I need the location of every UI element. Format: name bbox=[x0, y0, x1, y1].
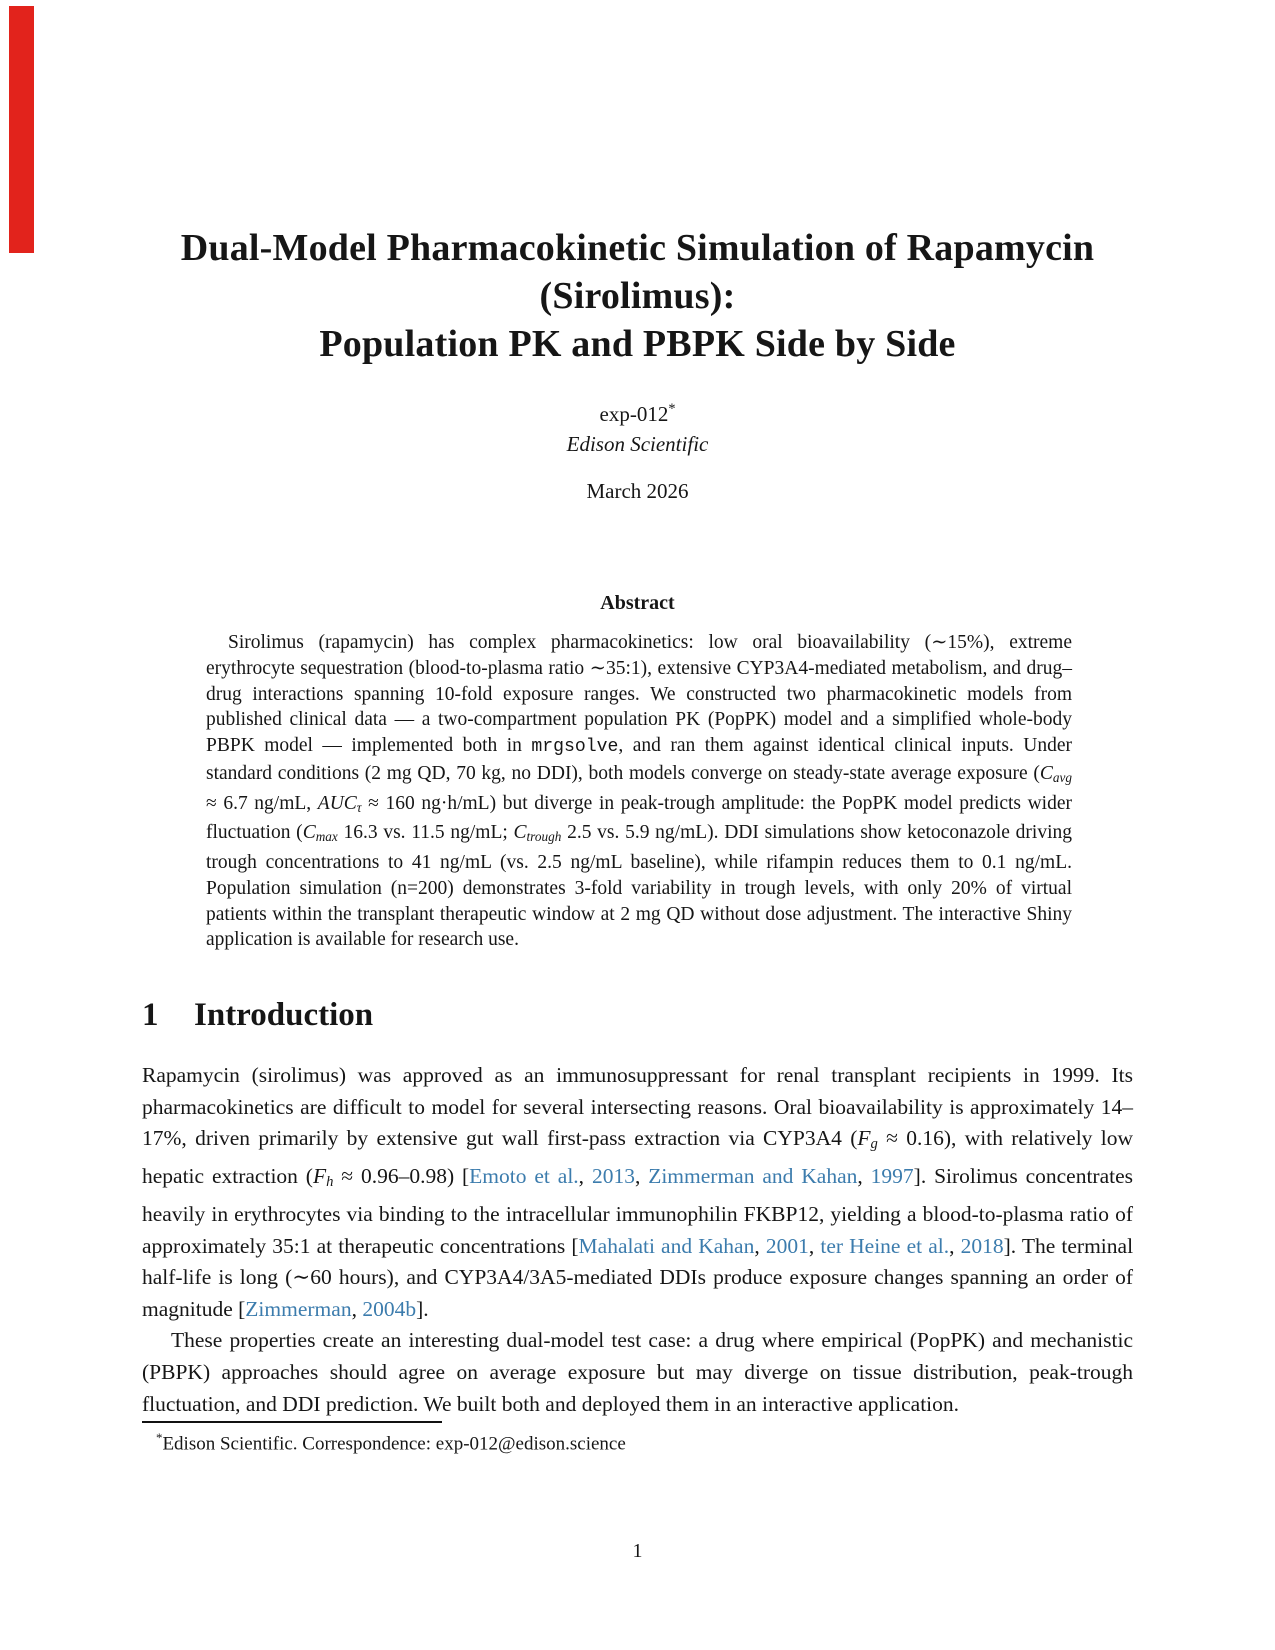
author-affiliation: Edison Scientific bbox=[566, 432, 709, 456]
paper-date: March 2026 bbox=[586, 479, 689, 503]
margin-marker bbox=[9, 6, 34, 253]
citation-link[interactable]: Emoto et al. bbox=[469, 1164, 579, 1189]
footnote-symbol: * bbox=[156, 1430, 163, 1445]
citation-link[interactable]: Zimmerman bbox=[245, 1296, 352, 1321]
paper-title-line1: Dual-Model Pharmacokinetic Simulation of Rapamycin bbox=[180, 227, 1095, 269]
footnote-block bbox=[142, 1421, 1133, 1455]
citation-link[interactable]: 2001 bbox=[765, 1233, 809, 1258]
author-note-symbol: * bbox=[668, 401, 676, 417]
citation-link[interactable]: 2004b bbox=[362, 1296, 417, 1321]
citation-link[interactable]: ter Heine et al. bbox=[820, 1233, 950, 1258]
author-name: exp-012* bbox=[599, 401, 676, 426]
citation-link[interactable]: 1997 bbox=[870, 1164, 914, 1189]
paper-title-line2: (Sirolimus): bbox=[539, 275, 736, 317]
citation-link[interactable]: 2013 bbox=[591, 1164, 635, 1189]
citation-link[interactable]: Zimmerman and Kahan bbox=[648, 1164, 858, 1189]
abstract-text: Sirolimus (rapamycin) has complex pharmacokinetics: low oral bioavailability (∼15%), extreme erythrocyte sequestration (blood-to-plasma ratio ∼35:1), extensive CYP3A4-mediated metabolism, and drug–drug interactions spanning 10-fold exposure ranges. We constructed two pharmacokinetic models from published clinical data — a two-compartment population PK (PopPK) model and a simplified whole-body PBPK model — implemented both in mrgsolve, and ran them against identical clinical inputs. Under standard conditions (2 mg QD, 70 kg, no DDI), both models converge on steady-state average exposure (Cavg ≈ 6.7 ng/mL, AUCτ ≈ 160 ng·h/mL) but diverge in peak-trough amplitude: the PopPK model predicts wider fluctuation (Cmax 16.3 vs. 11.5 ng/mL; Ctrough 2.5 vs. 5.9 ng/mL). DDI simulations show ketoconazole driving trough concentrations to 41 ng/mL (vs. 2.5 ng/mL baseline), while rifampin reduces them to 0.1 ng/mL. Population simulation (n=200) demonstrates 3-fold variability in trough levels, with only 20% of virtual patients within the transplant therapeutic window at 2 mg QD without dose adjustment. The interactive Shiny application is available for research use. bbox=[206, 632, 1073, 951]
abstract-heading: Abstract bbox=[600, 592, 675, 614]
citation-link[interactable]: 2018 bbox=[960, 1233, 1004, 1258]
section-title: Introduction bbox=[194, 997, 374, 1034]
intro-paragraph-2: These properties create an interesting dual-model test case: a drug where empirical (PopPK) and mechanistic (PBPK) approaches should agree on average exposure but may diverge on tissue distribution, peak-trough fluctuation, and DDI prediction. We built both and deployed them in an interactive application. bbox=[142, 1328, 1133, 1416]
footnote-content: Edison Scientific. Correspondence: exp-012@edison.science bbox=[162, 1433, 626, 1455]
author-block bbox=[142, 394, 1133, 459]
citation-link[interactable]: Mahalati and Kahan bbox=[578, 1233, 755, 1258]
paper-title-line3: Population PK and PBPK Side by Side bbox=[319, 323, 956, 365]
section-number: 1 bbox=[142, 997, 159, 1034]
footnote-rule bbox=[142, 1421, 442, 1423]
title-block bbox=[142, 0, 1133, 368]
intro-paragraph-1: Rapamycin (sirolimus) was approved as an immunosuppressant for renal transplant recipients in 1999. Its pharmacokinetics are difficult to model for several intersecting reasons. Oral bioavailability is approximately 14–17%, driven primarily by extensive gut wall first-pass extraction via CYP3A4 (Fg ≈ 0.16), with relatively low hepatic extraction (Fh ≈ 0.96–0.98) [Emoto et al., 2013, Zimmerman and Kahan, 1997]. Sirolimus concentrates heavily in erythrocytes via binding to the intracellular immunophilin FKBP12, yielding a blood-to-plasma ratio of approximately 35:1 at therapeutic concentrations [Mahalati and Kahan, 2001, ter Heine et al., 2018]. The terminal half-life is long (∼60 hours), and CYP3A4/3A5-mediated DDIs produce exposure changes spanning an order of magnitude [Zimmerman, 2004b]. bbox=[142, 1063, 1134, 1321]
page-number: 1 bbox=[632, 1540, 643, 1562]
footnote-text bbox=[142, 1430, 1133, 1455]
section-heading-introduction bbox=[142, 997, 1133, 1034]
